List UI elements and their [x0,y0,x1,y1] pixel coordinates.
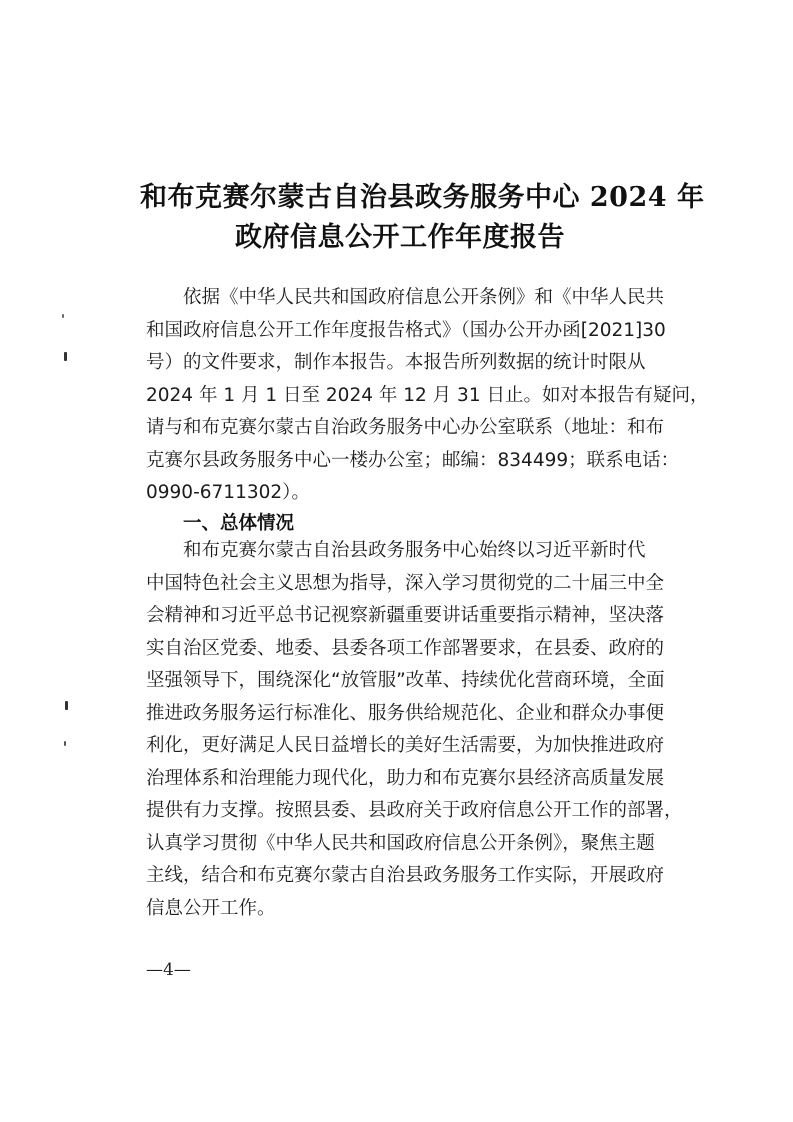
binding-mark [64,741,66,746]
overview-line: 利化，更好满足人民日益增长的美好生活需要，为加快推进政府 [146,735,665,756]
overview-line: 实自治区党委、地委、县委各项工作部署要求，在县委、政府的 [146,637,665,659]
overview-line: 会精神和习近平总书记视察新疆重要讲话重要指示精神，坚决落 [146,605,665,626]
overview-line: 提供有力支撑。按照县委、县政府关于政府信息公开工作的部署， [146,800,683,821]
intro-line: 号）的文件要求，制作本报告。本报告所列数据的统计时限从 [146,352,646,373]
intro-line: 0990-6711302）。 [146,482,310,503]
intro-line: 请与和布克赛尔蒙古自治政务服务中心办公室联系（地址：和布 [146,417,665,438]
overview-line: 治理体系和治理能力现代化，助力和布克赛尔县经济高质量发展 [146,767,665,789]
intro-line: 和国政府信息公开工作年度报告格式》（国办公开办函[2021]30 [146,319,666,341]
overview-line: 中国特色社会主义思想为指导，深入学习贯彻党的二十届三中全 [146,572,665,594]
intro-line: 2024 年 1 月 1 日至 2024 年 12 月 31 日止。如对本报告有疑问， [146,384,709,406]
binding-mark [62,314,64,318]
overview-line: 认真学习贯彻《中华人民共和国政府信息公开条例》，聚焦主题 [146,832,655,854]
binding-mark [64,352,67,361]
report-title-line-2: 政府信息公开工作年度报告 [235,222,565,253]
overview-line: 主线，结合和布克赛尔蒙古自治县政务服务工作实际，开展政府 [146,865,665,886]
intro-line: 依据《中华人民共和国政府信息公开条例》和《中华人民共 [146,287,665,308]
overview-line: 和布克赛尔蒙古自治县政务服务中心始终以习近平新时代 [146,540,646,561]
overview-line: 推进政务服务运行标准化、服务供给规范化、企业和群众办事便 [146,702,665,724]
intro-line: 克赛尔县政务服务中心一楼办公室；邮编：834499；联系电话： [146,449,680,471]
binding-mark [65,701,68,710]
overview-paragraph [146,535,683,925]
intro-paragraph [146,282,709,510]
overview-line: 信息公开工作。 [146,897,276,919]
report-title-line-1: 和布克赛尔蒙古自治县政务服务中心 2024 年 [140,182,705,213]
section-heading-overview: 一、总体情况 [183,513,295,534]
page-number: —4— [146,960,191,980]
overview-line: 坚强领导下，围绕深化“放管服”改革、持续优化营商环境，全面 [146,670,665,691]
